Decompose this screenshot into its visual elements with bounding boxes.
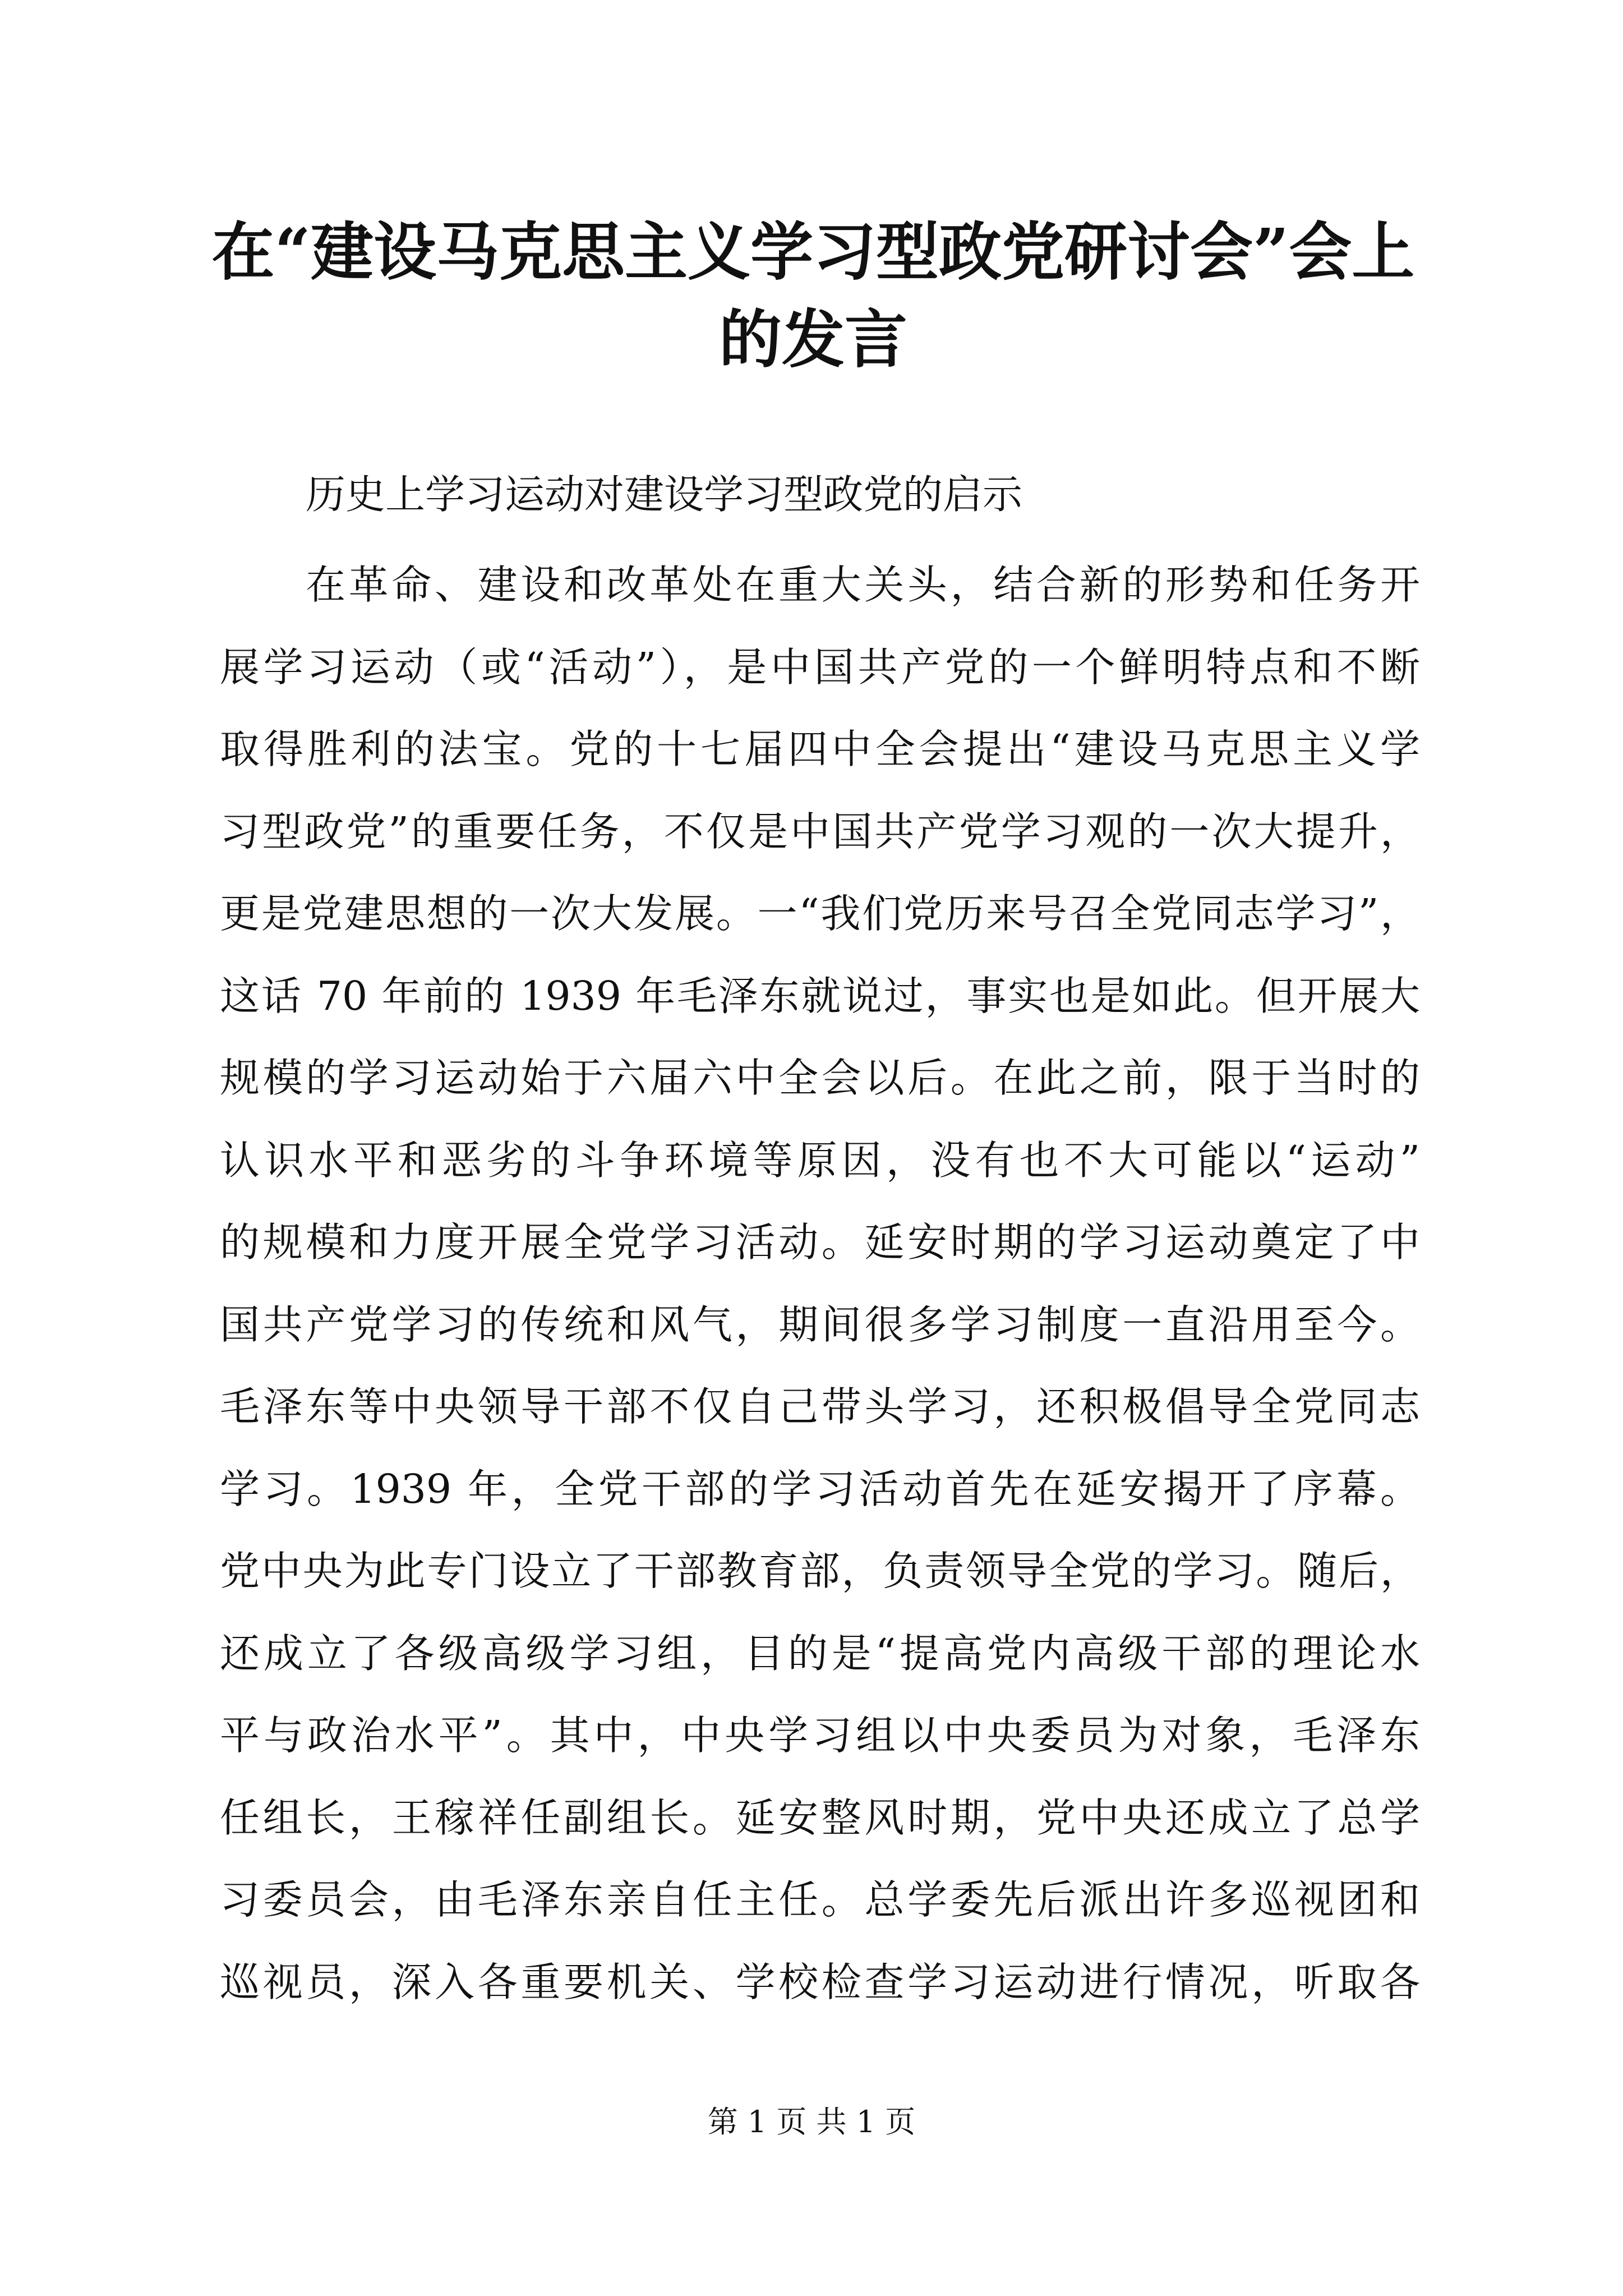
page-footer: 第 1 页 共 1 页 [707, 2104, 916, 2139]
title-line-1: 在“建设马克思主义学习型政党研讨会”会上 [211, 215, 1415, 289]
body-line: 国共产党学习的传统和风气，期间很多学习制度一直沿用至今。 [220, 1301, 1420, 1348]
body-line: 的规模和力度开展全党学习活动。延安时期的学习运动奠定了中 [220, 1219, 1420, 1266]
body-line: 还成立了各级高级学习组，目的是“提高党内高级干部的理论水 [220, 1630, 1420, 1677]
body-line: 规模的学习运动始于六届六中全会以后。在此之前，限于当时的 [220, 1055, 1420, 1101]
title-line-2: 的发言 [719, 303, 907, 376]
body-line: 毛泽东等中央领导干部不仅自己带头学习，还积极倡导全党同志 [220, 1383, 1420, 1430]
body-line: 这话 70 年前的 1939 年毛泽东就说过，事实也是如此。但开展大 [220, 972, 1420, 1019]
document-subtitle: 历史上学习运动对建设学习型政党的启示 [306, 471, 1023, 518]
body-paragraph [220, 544, 1420, 2023]
body-line: 平与政治水平”。其中，中央学习组以中央委员为对象，毛泽东 [220, 1712, 1420, 1759]
body-line: 在革命、建设和改革处在重大关头，结合新的形势和任务开 [306, 562, 1420, 608]
body-line: 任组长，王稼祥任副组长。延安整风时期，党中央还成立了总学 [220, 1794, 1420, 1841]
body-line: 巡视员，深入各重要机关、学校检查学习运动进行情况，听取各 [220, 1958, 1420, 2005]
body-line: 更是党建思想的一次大发展。一“我们党历来号召全党同志学习”， [220, 890, 1420, 937]
body-line: 学习。1939 年，全党干部的学习活动首先在延安揭开了序幕。 [220, 1465, 1420, 1512]
body-line: 党中央为此专门设立了干部教育部，负责领导全党的学习。随后， [220, 1548, 1420, 1594]
document-title [208, 209, 1419, 384]
body-line: 取得胜利的法宝。党的十七届四中全会提出“建设马克思主义学 [220, 726, 1420, 772]
body-line: 习委员会，由毛泽东亲自任主任。总学委先后派出许多巡视团和 [220, 1876, 1420, 1923]
body-line: 认识水平和恶劣的斗争环境等原因，没有也不大可能以“运动” [220, 1137, 1420, 1184]
body-line: 展学习运动（或“活动”），是中国共产党的一个鲜明特点和不断 [220, 643, 1420, 691]
body-line: 习型政党”的重要任务，不仅是中国共产党学习观的一次大提升， [220, 808, 1420, 855]
